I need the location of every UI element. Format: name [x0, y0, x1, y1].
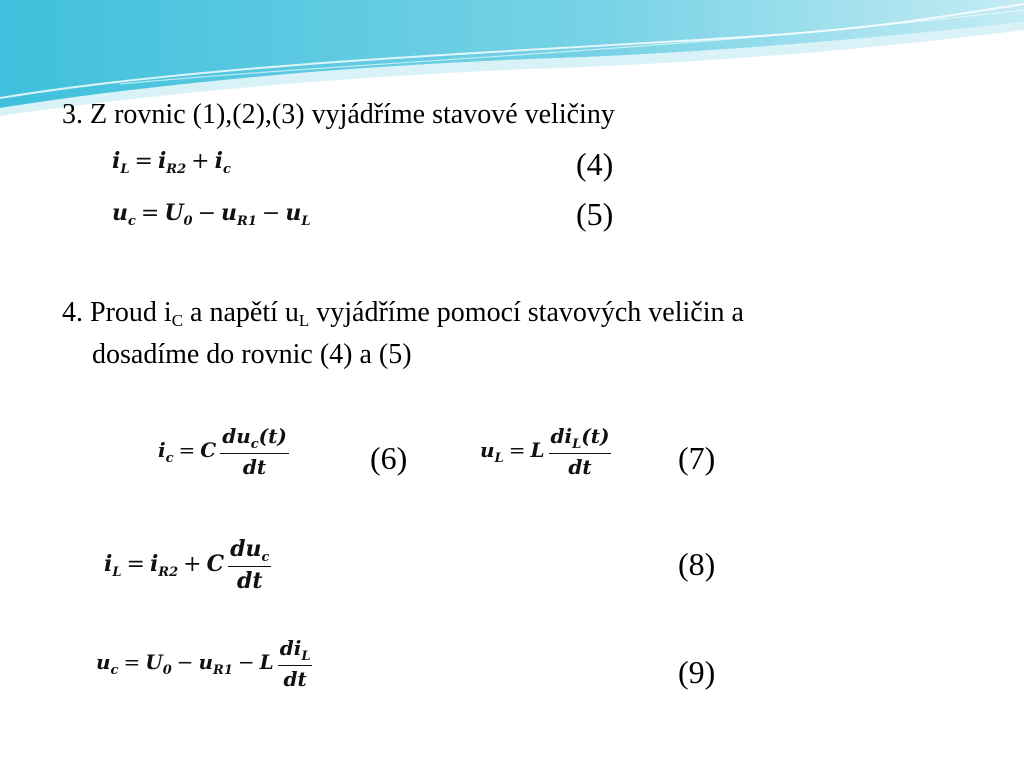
- equation-6-number: (6): [370, 440, 408, 476]
- equation-9: $u_c = U_0 - u_{R1} - L$ $\frac{di_L}{dt}$: [96, 636, 311, 691]
- equation-4: $i_L = i_{R2} + i_c$: [112, 148, 231, 177]
- equation-4-number: (4): [576, 146, 614, 182]
- point-4-text-line2: dosadíme do rovnic (4) a (5): [92, 339, 412, 370]
- equation-7: $u_L = L$ $\frac{di_L(t)}{dt}$: [480, 424, 610, 479]
- equation-8: $i_L = i_{R2} + C$ $\frac{du_c}{dt}$: [104, 536, 270, 594]
- equation-5-number: (5): [576, 196, 614, 232]
- equation-9-number: (9): [678, 654, 716, 690]
- equation-6: $i_c = C$ $\frac{du_c(t)}{dt}$: [158, 424, 287, 479]
- point-3-text: 3. Z rovnic (1),(2),(3) vyjádříme stavové veličiny: [62, 99, 615, 130]
- point-4-text: 4. Proud $i_C$ a napětí $u_L$ vyjádříme pomocí stavových veličin a: [62, 297, 744, 330]
- equation-7-number: (7): [678, 440, 716, 476]
- equation-8-number: (8): [678, 546, 716, 582]
- equation-5: $u_c = U_0 - u_{R1} - u_L$: [112, 200, 311, 229]
